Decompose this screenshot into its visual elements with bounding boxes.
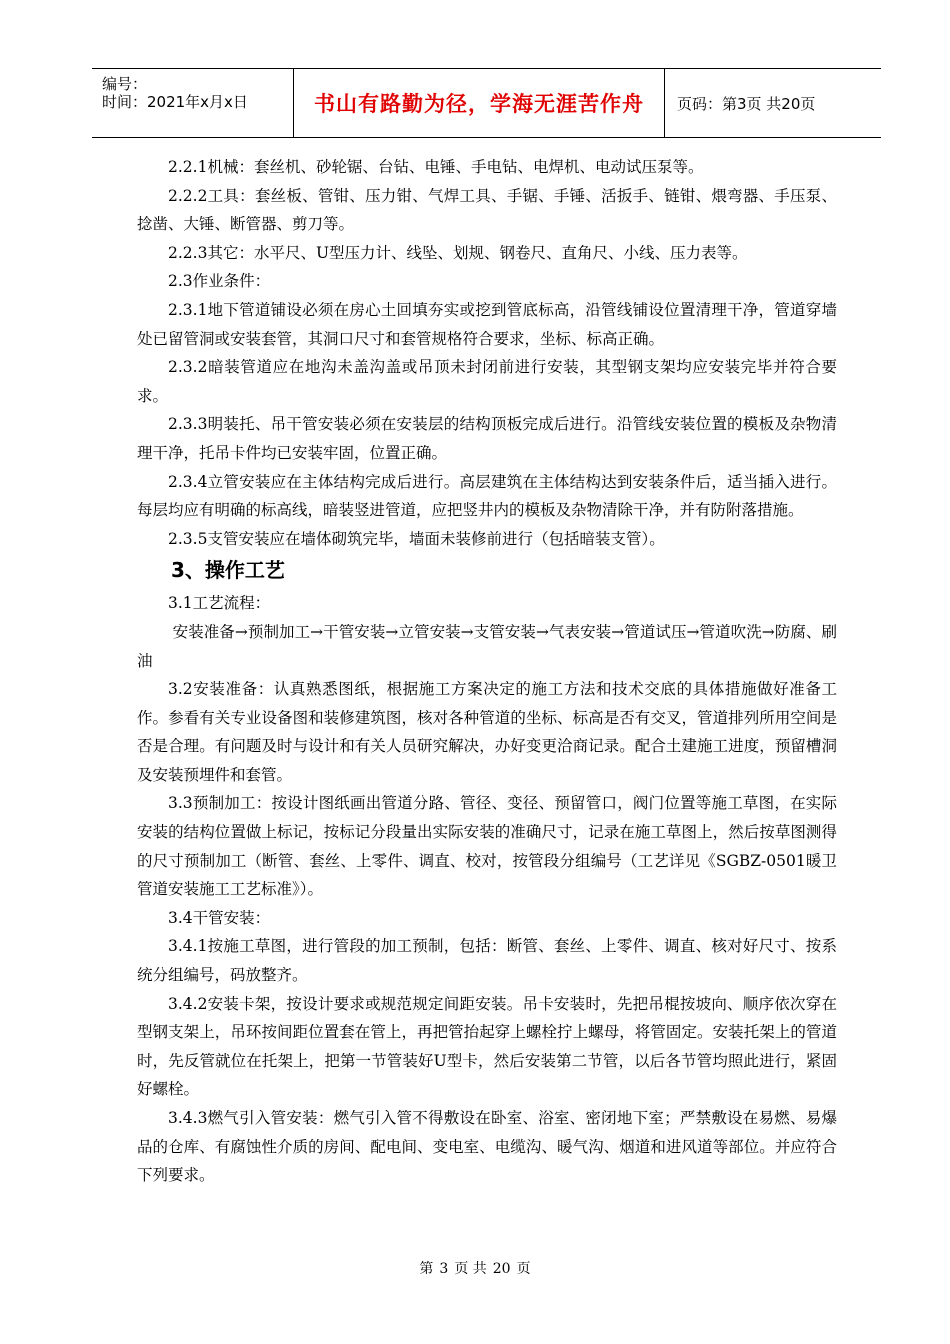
paragraph-3-4-3: 3.4.3燃气引入管安装：燃气引入管不得敷设在卧室、浴室、密闭地下室；严禁敷设在易燃、易爆品的仓库、有腐蚀性介质的房间、配电间、变电室、电缆沟、暖气沟、烟道和进风道等部位。并应符合下列要求。 <box>137 1109 837 1185</box>
footer-mid: 页 共 <box>454 1261 487 1277</box>
header-motto: 书山有路勤为径，学海无涯苦作舟 <box>293 69 665 137</box>
header-page-number: 页码：第3页 共20页 <box>677 94 816 113</box>
paragraph-3-4-1: 3.4.1按施工草图，进行管段的加工预制，包括：断管、套丝、上零件、调直、核对好尺寸、按系统分组编号，码放整齐。 <box>137 937 837 985</box>
process-flow: 安装准备→预制加工→干管安装→立管安装→支管安装→气表安装→管道试压→管道吹洗→防腐、刷油 <box>137 622 837 670</box>
paragraph-3-4: 3.4干管安装： <box>168 908 271 927</box>
header-meta <box>92 69 293 137</box>
paragraph-3-1: 3.1工艺流程： <box>168 594 271 613</box>
paragraph-2-3: 2.3作业条件： <box>168 272 271 291</box>
footer-pre: 第 <box>419 1261 434 1277</box>
paragraph-3-4-2: 3.4.2安装卡架，按设计要求或规范规定间距安装。吊卡安装时，先把吊棍按坡向、顺序依次穿在型钢支架上，吊环按间距位置套在管上，再把管抬起穿上螺栓拧上螺母，将管固定。安装托架上的管道时，先反管就位在托架上，把第一节管装好U型卡，然后安装第二节管，以后各节管均照此进行，紧固好螺栓。 <box>137 994 837 1099</box>
paragraph-2-3-3: 2.3.3明装托、吊干管安装必须在安装层的结构顶板完成后进行。沿管线安装位置的模板及杂物清理干净，托吊卡件均已安装牢固，位置正确。 <box>137 415 837 462</box>
paragraph-2-3-1: 2.3.1地下管道铺设必须在房心土回填夯实或挖到管底标高，沿管线铺设位置清理干净，管道穿墙处已留管洞或安装套管，其洞口尺寸和套管规格符合要求，坐标、标高正确。 <box>137 300 837 348</box>
document-time: 时间：2021年x月x日 <box>102 93 248 111</box>
footer-total: 20 <box>492 1261 511 1277</box>
paragraph-2-2-2: 2.2.2工具：套丝板、管钳、压力钳、气焊工具、手锯、手锤、活扳手、链钳、煨弯器、手压泵、捻凿、大锤、断管器、剪刀等。 <box>137 186 837 234</box>
paragraph-2-3-5: 2.3.5支管安装应在墙体砌筑完毕，墙面未装修前进行（包括暗装支管）。 <box>168 529 665 548</box>
paragraph-2-2-3: 2.2.3其它：水平尺、U型压力计、线坠、划规、钢卷尺、直角尺、小线、压力表等。 <box>168 243 748 262</box>
paragraph-3-2: 3.2安装准备：认真熟悉图纸，根据施工方案决定的施工方法和技术交底的具体措施做好准备工作。参看有关专业设备图和装修建筑图，核对各种管道的坐标、标高是否有交叉，管道排列所用空间是否是合理。有问题及时与设计和有关人员研究解决，办好变更洽商记录。配合土建施工进度，预留槽洞及安装预埋件和套管。 <box>137 680 837 784</box>
page-header <box>92 68 881 138</box>
document-body <box>137 153 837 1190</box>
paragraph-2-3-4: 2.3.4立管安装应在主体结构完成后进行。高层建筑在主体结构达到安装条件后，适当插入进行。每层均应有明确的标高线，暗装竖进管道，应把竖井内的模板及杂物清除干净，并有防附落措施。 <box>137 472 837 520</box>
section-heading-3: 3、操作工艺 <box>171 558 285 583</box>
paragraph-2-2-1: 2.2.1机械：套丝机、砂轮锯、台钻、电锤、手电钻、电焊机、电动试压泵等。 <box>168 158 704 176</box>
paragraph-2-3-2: 2.3.2暗装管道应在地沟未盖沟盖或吊顶未封闭前进行安装，其型钢支架均应安装完毕并符合要求。 <box>137 358 837 405</box>
footer-post: 页 <box>516 1261 531 1277</box>
page-footer <box>0 1258 950 1278</box>
footer-page: 3 <box>439 1261 449 1277</box>
document-number: 编号： <box>102 75 148 93</box>
paragraph-3-3: 3.3预制加工：按设计图纸画出管道分路、管径、变径、预留管口，阀门位置等施工草图，在实际安装的结构位置做上标记，按标记分段量出实际安装的准确尺寸，记录在施工草图上，然后按草图测得的尺寸预制加工（断管、套丝、上零件、调直、校对，按管段分组编号（工艺详见《SGBZ-0501暖卫管道安装施工工艺标准》）。 <box>137 794 837 899</box>
